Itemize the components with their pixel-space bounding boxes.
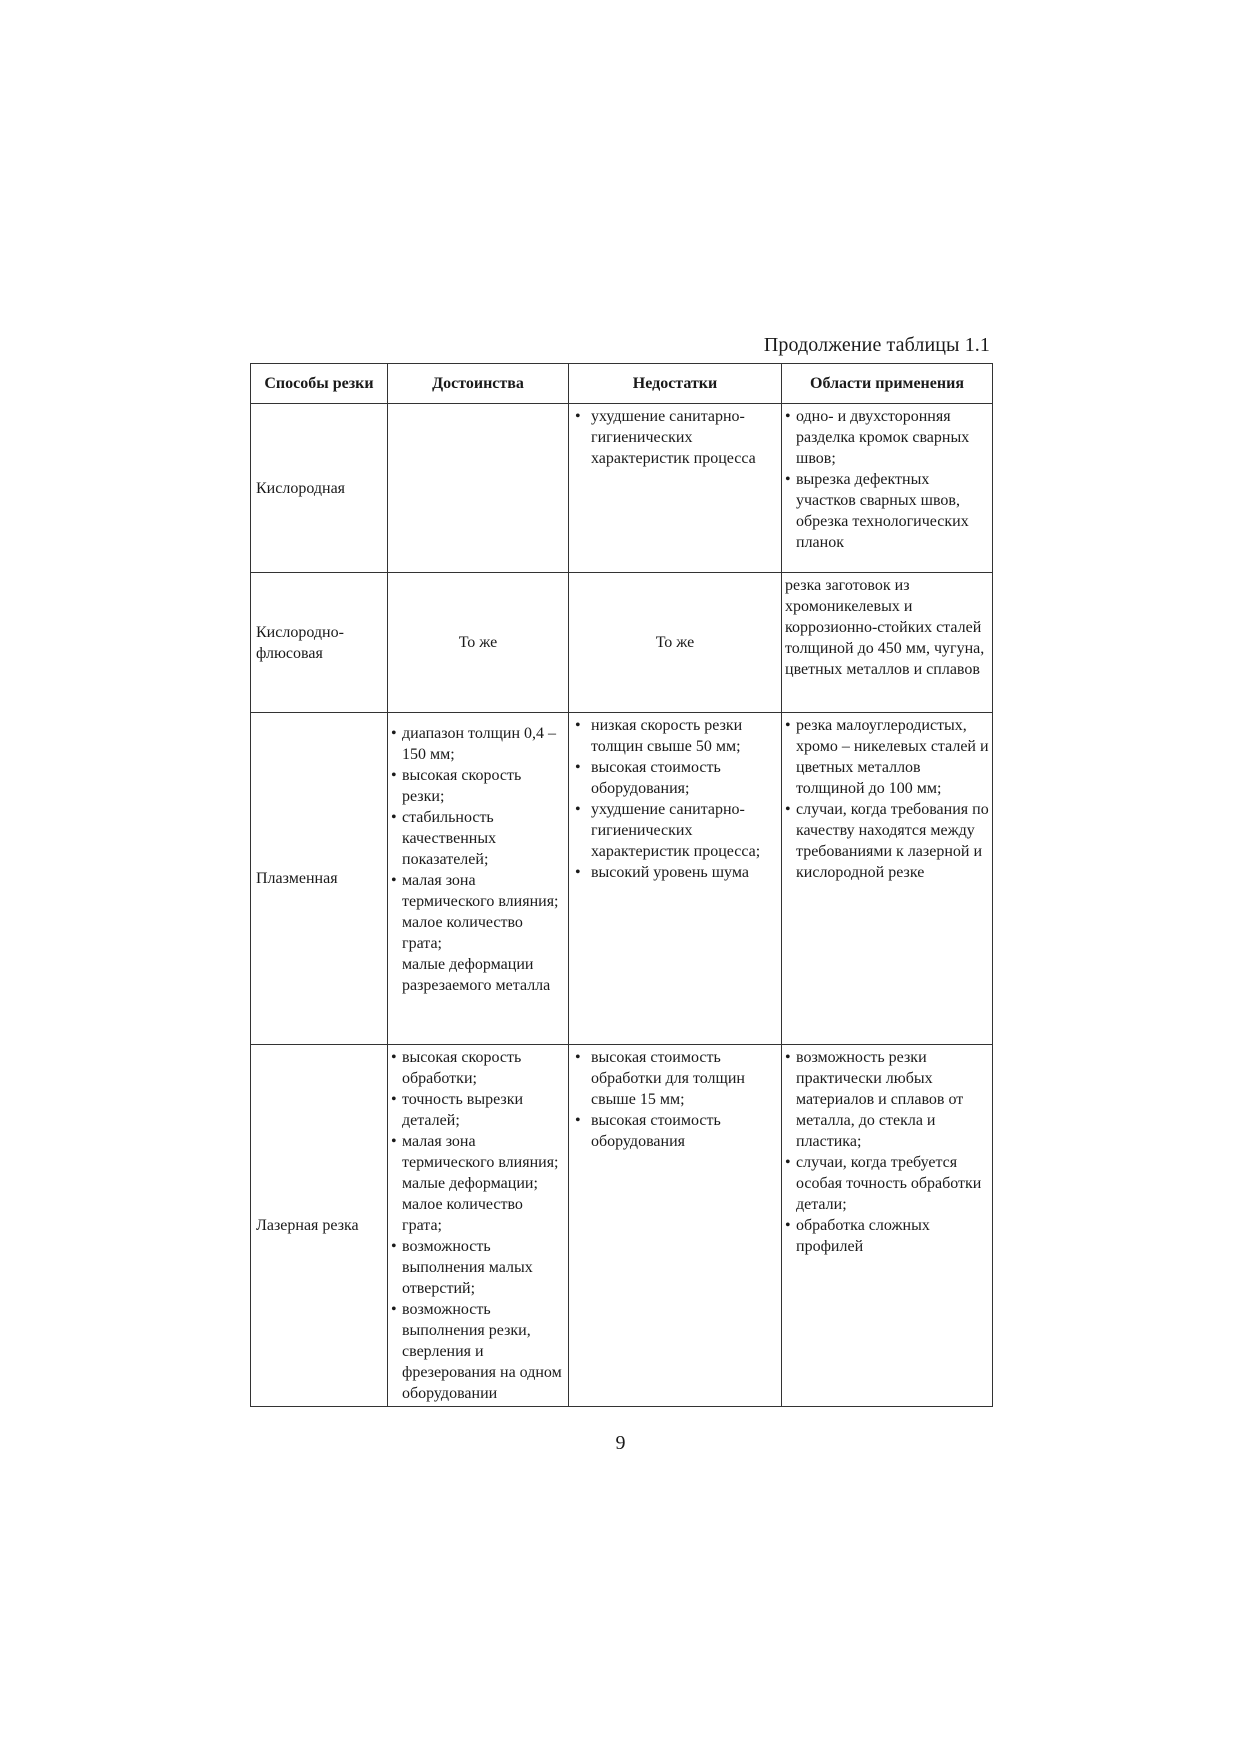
list-item: • случаи, когда требуется особая точность обработки детали;: [785, 1152, 989, 1215]
cutting-methods-table: [250, 363, 993, 1407]
advantages-cell: [388, 1045, 569, 1407]
applications-cell: [782, 713, 993, 1045]
header-method: Способы резки: [251, 364, 388, 404]
method-cell: Плазменная: [251, 713, 388, 1045]
list-item: • высокая стоимость оборудования: [572, 1110, 778, 1152]
list-item: • возможность выполнения малых отверстий;: [391, 1236, 565, 1299]
applications-cell: [782, 404, 993, 573]
list-item: • точность вырезки деталей;: [391, 1089, 565, 1131]
list-item: • вырезка дефектных участков сварных швов, обрезка технологических планок: [785, 469, 989, 553]
list-item: • малая зона термического влияния; малые деформации; малое количество грата;: [391, 1131, 565, 1236]
table-row: [251, 713, 993, 1045]
list-item: • обработка сложных профилей: [785, 1215, 989, 1257]
list-item: • возможность выполнения резки, сверления и фрезерования на одном оборудовании: [391, 1299, 565, 1404]
method-cell: Кислородно-флюсовая: [251, 573, 388, 713]
disadvantages-cell: [569, 713, 782, 1045]
page-number: 9: [615, 1432, 626, 1454]
disadvantages-cell: [569, 1045, 782, 1407]
header-applications: Области применения: [782, 364, 993, 404]
list-item: • одно- и двухсторонняя разделка кромок сварных швов;: [785, 406, 989, 469]
list-item: • возможность резки практически любых материалов и сплавов от металла, до стекла и пластика;: [785, 1047, 989, 1152]
disadvantages-cell: То же: [569, 573, 782, 713]
disadvantages-cell: [569, 404, 782, 573]
list-item: • резка малоуглеродистых, хромо – никелевых сталей и цветных металлов толщиной до 100 мм;: [785, 715, 989, 799]
list-item: • высокая скорость обработки;: [391, 1047, 565, 1089]
list-item: • ухудшение санитарно-гигиенических характеристик процесса: [572, 406, 778, 469]
list-item: • высокая стоимость обработки для толщин свыше 15 мм;: [572, 1047, 778, 1110]
applications-cell: резка заготовок из хромоникелевых и коррозионно-стойких сталей толщиной до 450 мм, чугуна, цветных металлов и сплавов: [782, 573, 993, 713]
method-cell: Кислородная: [251, 404, 388, 573]
advantages-cell: [388, 404, 569, 573]
table-row: [251, 573, 993, 713]
list-item: • высокая скорость резки;: [391, 765, 565, 807]
header-disadvantages: Недостатки: [569, 364, 782, 404]
advantages-cell: То же: [388, 573, 569, 713]
table-header-row: [251, 364, 993, 404]
list-item: • диапазон толщин 0,4 – 150 мм;: [391, 723, 565, 765]
table-row: [251, 1045, 993, 1407]
list-item: • стабильность качественных показателей;: [391, 807, 565, 870]
table-caption: Продолжение таблицы 1.1: [763, 334, 990, 356]
list-item: • ухудшение санитарно-гигиенических характеристик процесса;: [572, 799, 778, 862]
header-advantages: Достоинства: [388, 364, 569, 404]
list-item: • низкая скорость резки толщин свыше 50 мм;: [572, 715, 778, 757]
list-item: • случаи, когда требования по качеству находятся между требованиями к лазерной и кислородной резке: [785, 799, 989, 883]
table-row: [251, 404, 993, 573]
method-cell: Лазерная резка: [251, 1045, 388, 1407]
list-item: • малая зона термического влияния; малое количество грата;: [391, 870, 565, 954]
list-item: • высокая стоимость оборудования;: [572, 757, 778, 799]
advantages-cell: [388, 713, 569, 1045]
applications-cell: [782, 1045, 993, 1407]
list-continuation: малые деформации разрезаемого металла: [402, 956, 551, 994]
list-item: • высокий уровень шума: [572, 862, 778, 883]
